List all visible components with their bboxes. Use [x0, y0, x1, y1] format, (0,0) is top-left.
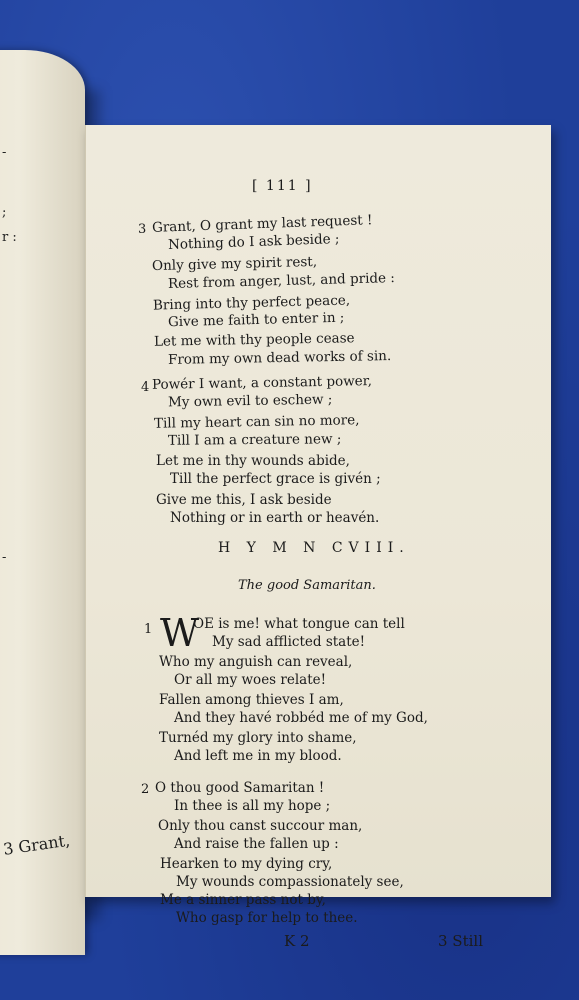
left-page: [0, 50, 85, 955]
verse-line: And raise the fallen up :: [174, 836, 339, 852]
verse-line: Give me faith to enter in ;: [167, 309, 345, 331]
verse-line: OE is me! what tongue can tell: [193, 616, 405, 632]
hymn-subtitle: The good Samaritan.: [238, 578, 376, 593]
margin-mark: ;: [2, 205, 7, 220]
hymn-title: H Y M N CVIII.: [218, 540, 410, 556]
verse-line: My wounds compassionately see,: [176, 874, 404, 890]
stanza-number: 4: [141, 380, 150, 395]
verse-line: In thee is all my hope ;: [174, 798, 331, 814]
verse-line: Nothing do I ask beside ;: [167, 231, 340, 253]
verse-line: Turnéd my glory into shame,: [159, 730, 357, 746]
verse-line: Nothing or in earth or heavén.: [170, 510, 380, 526]
verse-line: Let me with thy people cease: [153, 330, 355, 350]
drop-cap: W: [160, 611, 200, 655]
stanza-number: 3: [138, 222, 147, 237]
verse-line: Fallen among thieves I am,: [159, 692, 344, 708]
stanza-number: 1: [144, 622, 153, 637]
verse-line: Bring into thy perfect peace,: [152, 292, 351, 314]
margin-mark: -: [2, 550, 7, 565]
margin-mark: -: [2, 145, 7, 160]
verse-line: Powér I want, a constant power,: [151, 373, 373, 393]
verse-line: Who my anguish can reveal,: [159, 654, 353, 670]
verse-line: Give me this, I ask beside: [156, 492, 332, 508]
verse-line: Me a sinner pass not by,: [160, 892, 326, 908]
verse-line: Till I am a creature new ;: [167, 431, 342, 449]
verse-line: Or all my woes relate!: [174, 672, 327, 688]
verse-line: Till the perfect grace is givén ;: [170, 471, 381, 487]
signature-mark: K 2: [284, 932, 310, 950]
verse-line: My sad afflicted state!: [212, 634, 366, 650]
left-page-catchword: 3 Grant,: [2, 830, 72, 859]
page-number: [ 111 ]: [252, 178, 313, 194]
verse-line: Who gasp for help to thee.: [176, 910, 358, 926]
verse-line: Till my heart can sin no more,: [153, 412, 360, 432]
verse-line: From my own dead works of sin.: [167, 348, 392, 368]
verse-line: And they havé robbéd me of my God,: [174, 710, 428, 726]
margin-mark: r :: [2, 230, 17, 245]
verse-line: Rest from anger, lust, and pride :: [167, 270, 396, 292]
verse-line: Hearken to my dying cry,: [160, 856, 333, 872]
verse-line: My own evil to eschew ;: [167, 391, 333, 411]
verse-line: Only thou canst succour man,: [158, 818, 363, 834]
stanza-number: 2: [141, 782, 150, 797]
catchword: 3 Still: [438, 932, 484, 950]
verse-line: Only give my spirit rest,: [151, 253, 318, 275]
verse-line: Let me in thy wounds abide,: [156, 453, 350, 469]
verse-line: O thou good Samaritan !: [155, 780, 325, 796]
verse-line: Grant, O grant my last request !: [151, 212, 373, 236]
verse-line: And left me in my blood.: [174, 748, 342, 764]
